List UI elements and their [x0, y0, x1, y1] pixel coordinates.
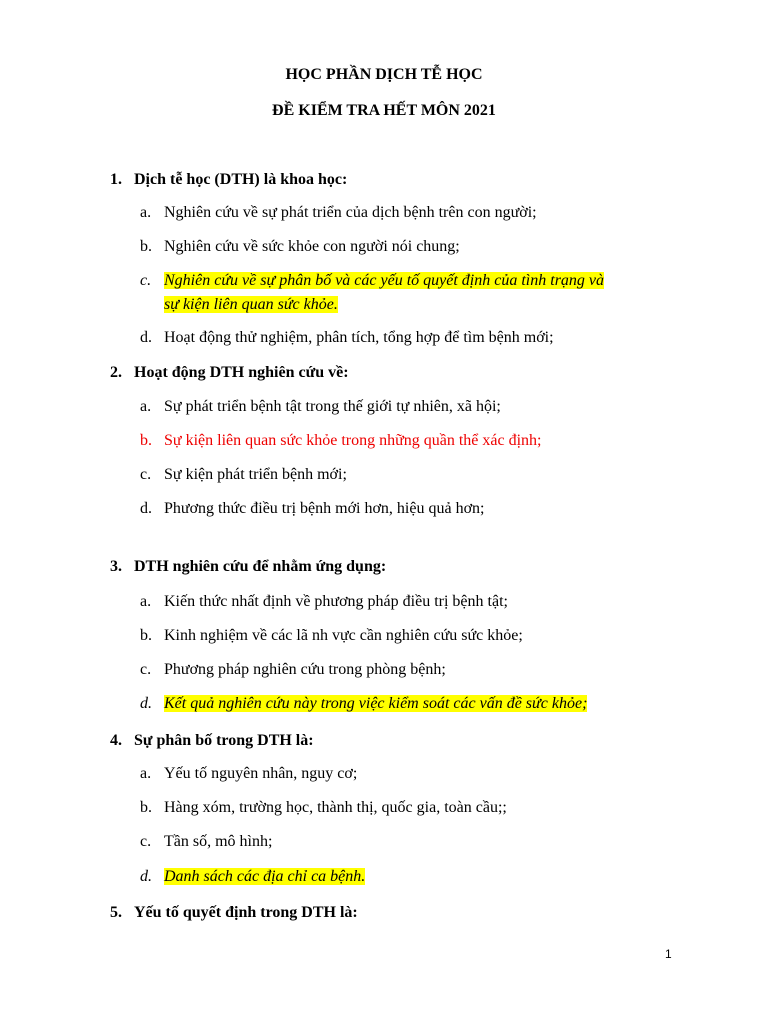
option-text: Nghiên cứu về sức khỏe con người nói chung; [164, 238, 460, 255]
option-1d [140, 326, 680, 350]
highlighted-answer-line-2: sự kiện liên quan sức khỏe. [164, 296, 338, 313]
question-text: Dịch tễ học (DTH) là khoa học: [134, 171, 348, 188]
option-letter: a. [140, 204, 152, 221]
question-number: 3. [110, 558, 122, 575]
option-letter: b. [140, 627, 152, 644]
option-text: Sự phát triển bệnh tật trong thế giới tự nhiên, xã hội; [164, 398, 501, 415]
question-4 [110, 731, 710, 751]
option-1a [140, 201, 680, 225]
option-text: Hàng xóm, trường học, thành thị, quốc gia, toàn cầu;; [164, 799, 507, 816]
option-text: Sự kiện phát triển bệnh mới; [164, 466, 347, 483]
option-3d-correct [140, 692, 680, 716]
question-2 [110, 363, 710, 383]
option-1c-correct [140, 269, 680, 317]
question-text: Hoạt động DTH nghiên cứu về: [134, 364, 349, 381]
option-2a [140, 395, 680, 419]
option-2c [140, 463, 680, 487]
highlighted-answer: Danh sách các địa chỉ ca bệnh. [164, 868, 366, 885]
option-2b-correct [140, 429, 680, 453]
option-letter: a. [140, 593, 152, 610]
option-text: Yếu tố nguyên nhân, nguy cơ; [164, 765, 358, 782]
course-title: HỌC PHẦN DỊCH TỄ HỌC [285, 66, 483, 83]
option-letter: d. [140, 695, 152, 712]
question-number: 4. [110, 732, 122, 749]
option-text: Kinh nghiệm về các lã nh vực cần nghiên cứu sức khỏe; [164, 627, 523, 644]
option-text: Nghiên cứu về sự phát triển của dịch bệnh trên con người; [164, 204, 537, 221]
option-4d-correct [140, 865, 680, 889]
option-4c [140, 830, 680, 854]
question-text: Yếu tố quyết định trong DTH là: [134, 904, 358, 921]
highlighted-answer: Kết quả nghiên cứu này trong việc kiểm soát các vấn đề sức khỏe; [164, 695, 588, 712]
option-1b [140, 235, 680, 259]
option-letter: c. [140, 272, 152, 289]
option-letter: c. [140, 661, 152, 678]
option-letter: b. [140, 238, 152, 255]
option-4b [140, 796, 680, 820]
question-number: 1. [110, 171, 122, 188]
exam-title: ĐỀ KIỂM TRA HẾT MÔN 2021 [272, 102, 496, 119]
option-text: Kiến thức nhất định về phương pháp điều trị bệnh tật; [164, 593, 508, 610]
option-text: Hoạt động thử nghiệm, phân tích, tổng hợp để tìm bệnh mới; [164, 329, 554, 346]
option-letter: b. [140, 799, 152, 816]
option-letter: c. [140, 833, 152, 850]
question-number: 2. [110, 364, 122, 381]
option-3c [140, 658, 680, 682]
option-letter: d. [140, 329, 152, 346]
question-1 [110, 170, 710, 190]
option-2d [140, 497, 680, 521]
option-text: Phương pháp nghiên cứu trong phòng bệnh; [164, 661, 446, 678]
option-letter: a. [140, 398, 152, 415]
question-3 [110, 557, 710, 577]
option-letter: a. [140, 765, 152, 782]
option-text: Phương thức điều trị bệnh mới hơn, hiệu quả hơn; [164, 500, 485, 517]
option-letter: c. [140, 466, 152, 483]
option-3a [140, 590, 680, 614]
option-letter: d. [140, 500, 152, 517]
option-4a [140, 762, 680, 786]
option-3b [140, 624, 680, 648]
question-5 [110, 903, 710, 923]
question-text: DTH nghiên cứu để nhằm ứng dụng: [134, 558, 387, 575]
option-text-red: Sự kiện liên quan sức khỏe trong những quần thể xác định; [164, 432, 542, 449]
highlighted-answer-line-1: Nghiên cứu về sự phân bố và các yếu tố quyết định của tình trạng và [164, 272, 605, 289]
option-text: Tần số, mô hình; [164, 833, 273, 850]
question-number: 5. [110, 904, 122, 921]
option-letter: b. [140, 432, 152, 449]
page-number: 1 [665, 947, 672, 961]
question-text: Sự phân bố trong DTH là: [134, 732, 314, 749]
option-letter: d. [140, 868, 152, 885]
